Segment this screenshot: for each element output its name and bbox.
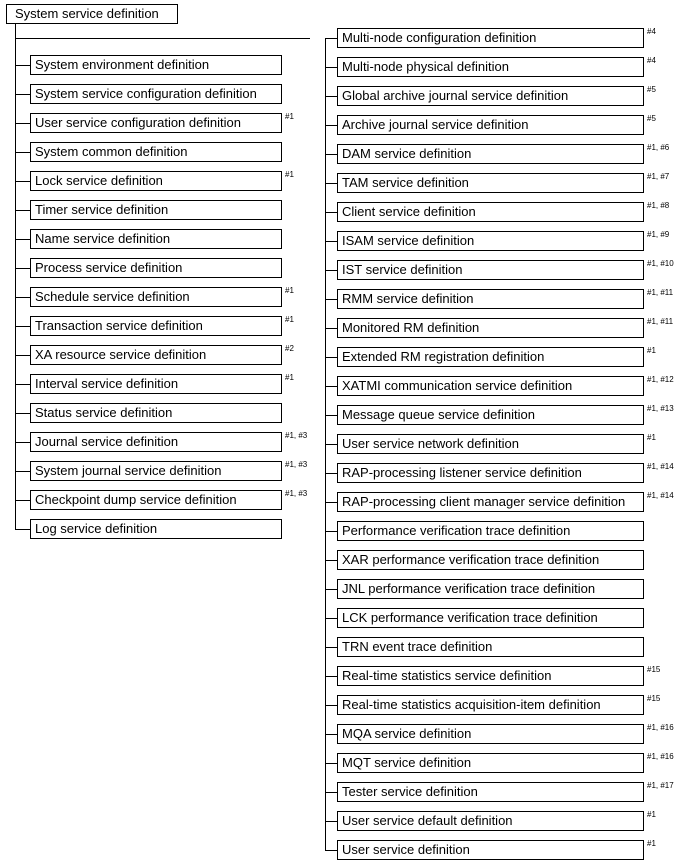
definition-node: Status service definition [30,403,282,423]
right-branch-line [325,792,337,793]
right-branch-line [325,821,337,822]
footnote-ref: #1, #9 [647,230,670,239]
footnote-ref: #1, #3 [285,489,308,498]
left-branch-line [15,384,30,385]
right-branch-line [325,241,337,242]
left-branch-line [15,94,30,95]
footnote-ref: #1 [285,315,294,324]
footnote-ref: #1, #6 [647,143,670,152]
footnote-ref: #2 [285,344,294,353]
right-branch-line [325,154,337,155]
footnote-ref: #15 [647,694,661,703]
right-branch-line [325,415,337,416]
definition-node: RMM service definition [337,289,644,309]
definition-node: ISAM service definition [337,231,644,251]
left-branch-line [15,239,30,240]
definition-node: RAP-processing client manager service definition [337,492,644,512]
definition-node: MQA service definition [337,724,644,744]
definition-node: Multi-node physical definition [337,57,644,77]
definition-node: MQT service definition [337,753,644,773]
footnote-ref: #1 [285,112,294,121]
definition-node: Real-time statistics acquisition-item definition [337,695,644,715]
left-branch-line [15,123,30,124]
right-branch-line [325,270,337,271]
definition-node: Journal service definition [30,432,282,452]
footnote-ref: #4 [647,56,656,65]
definition-node: IST service definition [337,260,644,280]
footnote-ref: #4 [647,27,656,36]
definition-node: Timer service definition [30,200,282,220]
footnote-ref: #1, #7 [647,172,670,181]
root-to-right-line [15,38,310,39]
definition-node: Archive journal service definition [337,115,644,135]
footnote-ref: #5 [647,85,656,94]
definition-node: JNL performance verification trace definition [337,579,644,599]
footnote-ref: #1, #3 [285,431,308,440]
definition-node: Real-time statistics service definition [337,666,644,686]
right-branch-line [325,125,337,126]
left-branch-line [15,181,30,182]
definition-node: System environment definition [30,55,282,75]
left-branch-line [15,65,30,66]
left-branch-line [15,297,30,298]
left-branch-line [15,268,30,269]
footnote-ref: #1, #14 [647,491,674,500]
footnote-ref: #1 [285,286,294,295]
footnote-ref: #1, #12 [647,375,674,384]
definition-node: Transaction service definition [30,316,282,336]
right-branch-line [325,531,337,532]
left-branch-line [15,442,30,443]
right-branch-line [325,618,337,619]
right-branch-line [325,386,337,387]
right-branch-line [325,850,337,851]
right-branch-line [325,734,337,735]
definition-node: Message queue service definition [337,405,644,425]
definition-node: User service definition [337,840,644,860]
left-branch-line [15,471,30,472]
footnote-ref: #1 [285,373,294,382]
left-branch-line [15,529,30,530]
footnote-ref: #1 [647,346,656,355]
right-branch-line [325,67,337,68]
definition-node: LCK performance verification trace definition [337,608,644,628]
right-branch-line [325,212,337,213]
footnote-ref: #1, #13 [647,404,674,413]
right-branch-line [325,705,337,706]
footnote-ref: #1, #10 [647,259,674,268]
definition-node: Log service definition [30,519,282,539]
footnote-ref: #1, #11 [647,288,674,297]
right-branch-line [325,647,337,648]
left-trunk-line [15,24,16,530]
right-branch-line [325,560,337,561]
footnote-ref: #1, #11 [647,317,674,326]
definition-node: Lock service definition [30,171,282,191]
definition-node: Schedule service definition [30,287,282,307]
right-branch-line [325,96,337,97]
definition-node: Checkpoint dump service definition [30,490,282,510]
right-branch-line [325,676,337,677]
left-branch-line [15,413,30,414]
footnote-ref: #1, #8 [647,201,670,210]
definition-node: XATMI communication service definition [337,376,644,396]
left-branch-line [15,152,30,153]
right-branch-line [325,444,337,445]
right-branch-line [325,473,337,474]
footnote-ref: #15 [647,665,661,674]
definition-node: Client service definition [337,202,644,222]
right-branch-line [325,183,337,184]
definition-node: Process service definition [30,258,282,278]
definition-node: Interval service definition [30,374,282,394]
left-branch-line [15,210,30,211]
definition-node: TAM service definition [337,173,644,193]
footnote-ref: #1, #3 [285,460,308,469]
definition-node: User service network definition [337,434,644,454]
definition-node: Name service definition [30,229,282,249]
definition-node: XAR performance verification trace definition [337,550,644,570]
definition-node: XA resource service definition [30,345,282,365]
footnote-ref: #1, #17 [647,781,674,790]
definition-node: RAP-processing listener service definition [337,463,644,483]
definition-node: DAM service definition [337,144,644,164]
definition-node: System common definition [30,142,282,162]
footnote-ref: #1, #16 [647,723,674,732]
footnote-ref: #5 [647,114,656,123]
left-branch-line [15,355,30,356]
right-branch-line [325,589,337,590]
right-branch-line [325,328,337,329]
right-branch-line [325,502,337,503]
definition-node: User service default definition [337,811,644,831]
root-node-system-service-definition: System service definition [6,4,178,24]
definition-node: Multi-node configuration definition [337,28,644,48]
left-branch-line [15,500,30,501]
left-branch-line [15,326,30,327]
right-branch-line [325,299,337,300]
footnote-ref: #1 [647,839,656,848]
right-branch-line [325,38,337,39]
footnote-ref: #1 [647,810,656,819]
right-branch-line [325,763,337,764]
definition-node: TRN event trace definition [337,637,644,657]
definition-node: Global archive journal service definition [337,86,644,106]
footnote-ref: #1, #16 [647,752,674,761]
definition-node: System service configuration definition [30,84,282,104]
footnote-ref: #1 [285,170,294,179]
footnote-ref: #1 [647,433,656,442]
definition-node: User service configuration definition [30,113,282,133]
definition-node: Performance verification trace definition [337,521,644,541]
definition-node: System journal service definition [30,461,282,481]
definition-node: Tester service definition [337,782,644,802]
right-branch-line [325,357,337,358]
footnote-ref: #1, #14 [647,462,674,471]
definition-node: Monitored RM definition [337,318,644,338]
definition-node: Extended RM registration definition [337,347,644,367]
